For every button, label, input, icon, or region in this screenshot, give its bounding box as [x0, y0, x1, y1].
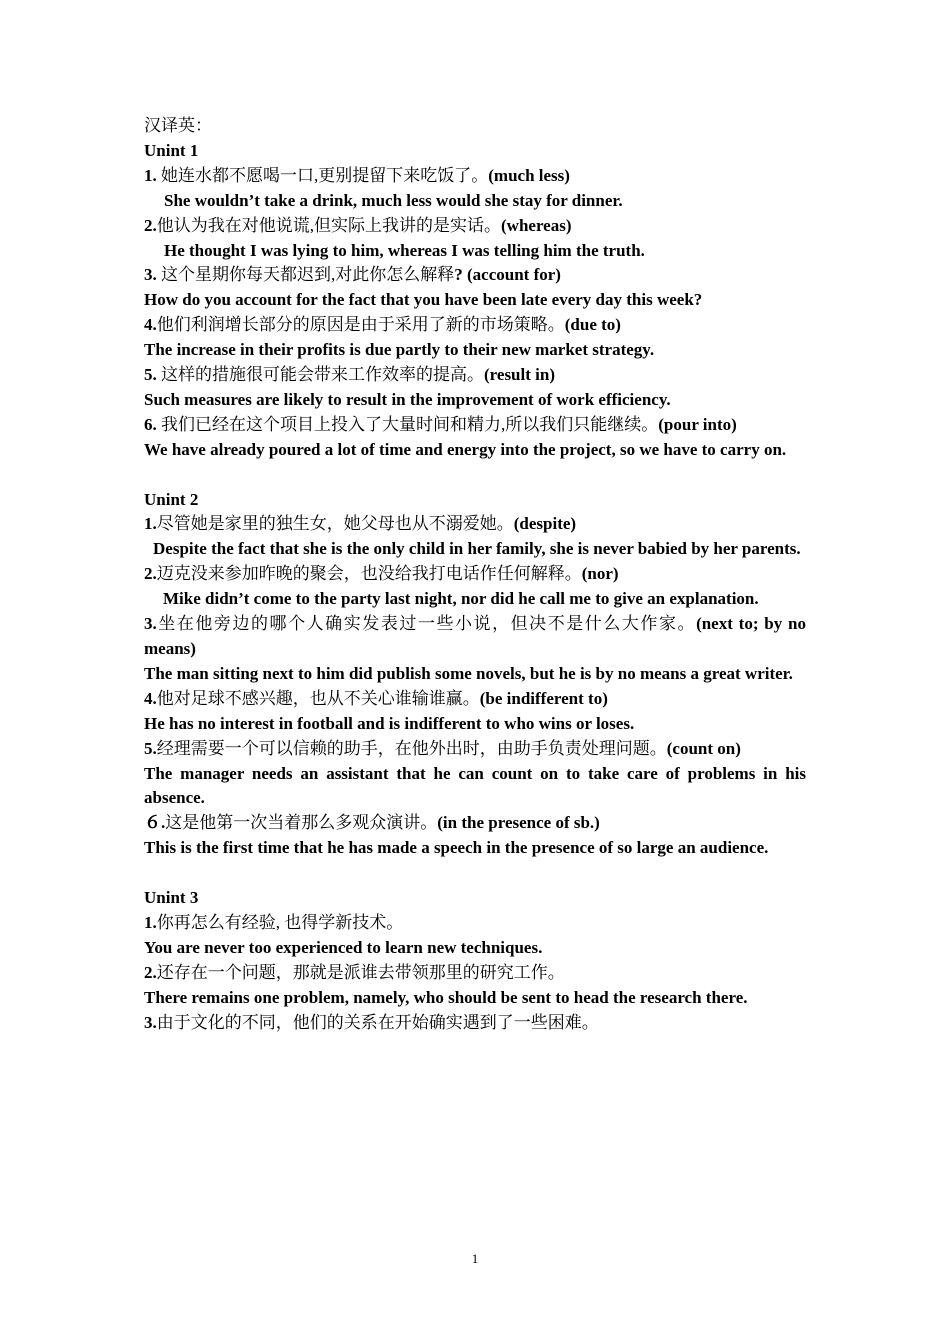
- item-number: 3.: [144, 614, 157, 634]
- unit-1-item-6-english: We have already poured a lot of time and energy into the project, so we have to carry on.: [144, 439, 787, 459]
- item-number: 5.: [144, 365, 157, 385]
- unit-1-item-5-chinese: [144, 363, 806, 388]
- item-number: 1.: [144, 514, 157, 534]
- keyword-hint: (count on): [666, 738, 741, 758]
- unit-3-item-1-chinese: [144, 911, 806, 936]
- unit-1-item-1-chinese: [144, 164, 806, 189]
- chinese-sentence: 他对足球不感兴趣，也从不关心谁输谁赢。: [156, 688, 480, 708]
- chinese-sentence: 经理需要一个可以信赖的助手，在他外出时，由助手负责处理问题。: [156, 738, 667, 758]
- unit-1-title: Unint 1: [144, 140, 199, 160]
- chinese-sentence: 你再怎么有经验, 也得学新技术。: [156, 912, 404, 932]
- unit-2-item-4-english: He has no interest in football and is indifferent to who wins or loses.: [144, 713, 635, 733]
- item-number: ６.: [144, 813, 166, 833]
- item-number: 2.: [144, 962, 157, 982]
- item-number: 6.: [144, 414, 157, 434]
- unit-2-item-6-english: This is the first time that he has made a speech in the presence of so large an audience.: [144, 838, 769, 858]
- unit-1-item-2-chinese: [144, 214, 806, 239]
- keyword-hint: (due to): [564, 315, 621, 335]
- item-number: 1.: [144, 165, 157, 185]
- chinese-sentence: 这个星期你每天都迟到,对此你怎么解释: [156, 265, 455, 285]
- unit-2-item-2-chinese: [144, 562, 806, 587]
- document-title: 汉译英：: [144, 116, 212, 135]
- item-number: 5.: [144, 738, 157, 758]
- unit-2-item-3-english: The man sitting next to him did publish some novels, but he is by no means a great writer.: [144, 663, 793, 683]
- unit-1-item-3-chinese: [144, 263, 806, 288]
- chinese-sentence: 他们利润增长部分的原因是由于采用了新的市场策略。: [156, 315, 565, 335]
- unit-2-item-6-chinese: [144, 811, 806, 836]
- unit-2-item-4-chinese: [144, 687, 806, 712]
- keyword-hint: (whereas): [501, 215, 572, 235]
- keyword-hint: (in the presence of sb.): [437, 813, 600, 833]
- item-number: 3.: [144, 265, 157, 285]
- chinese-sentence: 尽管她是家里的独生女，她父母也从不溺爱她。: [156, 514, 514, 534]
- item-number: 2.: [144, 215, 157, 235]
- unit-3-item-3-chinese: [144, 1011, 806, 1036]
- item-number: 2.: [144, 564, 157, 584]
- item-number: 3.: [144, 1012, 157, 1032]
- section-spacer: [144, 463, 806, 488]
- chinese-sentence: 还存在一个问题，那就是派谁去带领那里的研究工作。: [156, 962, 565, 982]
- unit-3-item-2-chinese: [144, 961, 806, 986]
- item-number: 4.: [144, 688, 157, 708]
- item-number: 4.: [144, 315, 157, 335]
- chinese-sentence: 这样的措施很可能会带来工作效率的提高。: [156, 365, 484, 385]
- unit-2-title: Unint 2: [144, 489, 199, 509]
- page-number: 1: [471, 1251, 479, 1266]
- keyword-hint: (result in): [484, 365, 555, 385]
- chinese-sentence: 坐在他旁边的哪个人确实发表过一些小说，但决不是什么大作家。: [156, 614, 697, 634]
- unit-2-item-3-chinese: [144, 612, 806, 662]
- chinese-sentence: 由于文化的不同，他们的关系在开始确实遇到了一些困难。: [156, 1012, 599, 1032]
- chinese-sentence: 迈克没来参加昨晚的聚会，也没给我打电话作任何解释。: [156, 564, 582, 584]
- unit-1-item-1-english: She wouldn’t take a drink, much less would she stay for dinner.: [164, 190, 623, 210]
- unit-3-item-1-english: You are never too experienced to learn new techniques.: [144, 937, 543, 957]
- unit-2-item-2-english: Mike didn’t come to the party last night, nor did he call me to give an explanation.: [163, 589, 759, 609]
- unit-1-item-4-english: The increase in their profits is due partly to their new market strategy.: [144, 340, 655, 360]
- keyword-hint: ? (account for): [454, 265, 561, 285]
- unit-2-item-1-chinese: [144, 512, 806, 537]
- unit-2-item-1-english: Despite the fact that she is the only child in her family, she is never babied by her parents.: [153, 539, 801, 559]
- chinese-sentence: 她连水都不愿喝一口,更别提留下来吃饭了。: [156, 165, 489, 185]
- unit-2-item-5-chinese: [144, 737, 806, 762]
- unit-1-item-4-chinese: [144, 313, 806, 338]
- keyword-hint: (pour into): [658, 414, 737, 434]
- unit-1-item-2-english: He thought I was lying to him, whereas I was telling him the truth.: [164, 240, 645, 260]
- unit-1-item-6-chinese: [144, 413, 806, 438]
- unit-1-item-3-english: How do you account for the fact that you have been late every day this week?: [144, 290, 703, 310]
- section-spacer: [144, 861, 806, 886]
- unit-3-title: Unint 3: [144, 888, 199, 908]
- keyword-hint: (be indifferent to): [479, 688, 608, 708]
- item-number: 1.: [144, 912, 157, 932]
- unit-1-item-5-english: Such measures are likely to result in the improvement of work efficiency.: [144, 389, 671, 409]
- keyword-hint: (nor): [581, 564, 619, 584]
- document-content: [144, 114, 806, 1036]
- chinese-sentence: 这是他第一次当着那么多观众演讲。: [165, 813, 438, 833]
- keyword-hint: (despite): [513, 514, 577, 534]
- unit-3-item-2-english: There remains one problem, namely, who should be sent to head the research there.: [144, 987, 748, 1007]
- chinese-sentence: 我们已经在这个项目上投入了大量时间和精力,所以我们只能继续。: [156, 414, 659, 434]
- keyword-hint: (next to; by no means): [144, 614, 806, 659]
- keyword-hint: (much less): [488, 165, 570, 185]
- chinese-sentence: 他认为我在对他说谎,但实际上我讲的是实话。: [156, 215, 501, 235]
- unit-2-item-5-english: The manager needs an assistant that he can count on to take care of problems in his absence.: [144, 763, 806, 808]
